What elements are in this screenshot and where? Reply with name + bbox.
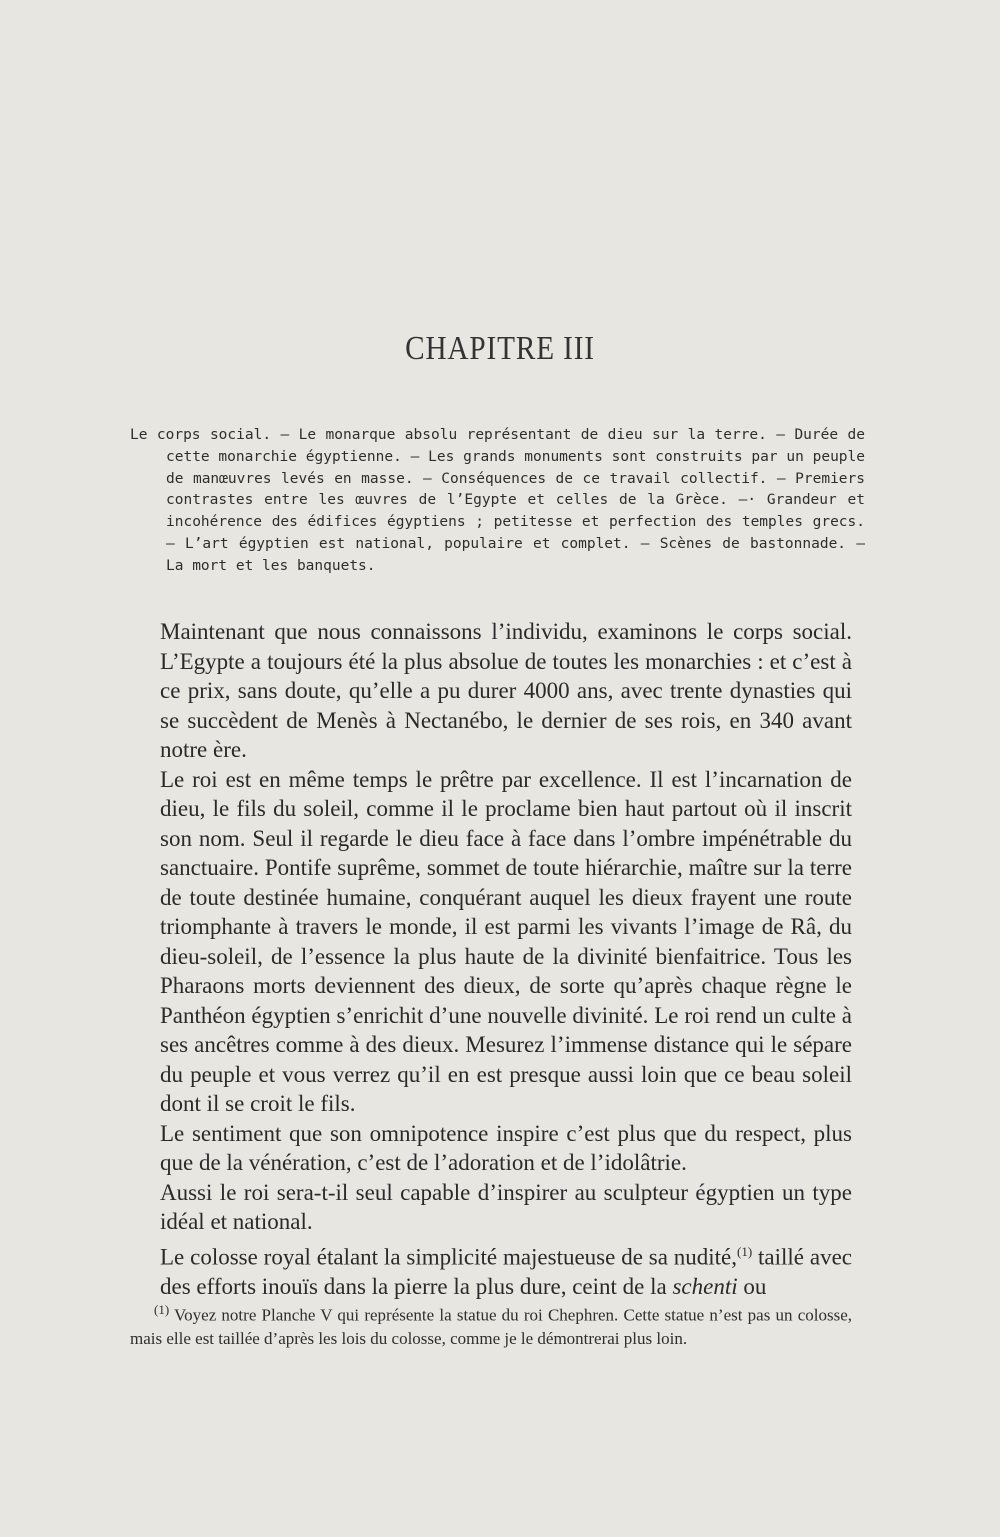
emphasis-schenti: schenti xyxy=(672,1273,738,1299)
chapter-summary-text: Le corps social. — Le monarque absolu représentant de dieu sur la terre. — Durée de cette monarchie égyptienne. — Les grands monuments sont construits par un peuple de manœuvres levés en masse. — Conséquences de ce travail collectif. — Premiers contrastes entre les œuvres de l’Egypte et celles de la Grèce. —· Grandeur et incohérence des édifices égyptiens ; petitesse et perfection des temples grecs. — L’art égyptien est national, populaire et complet. — Scènes de bastonnade. — La mort et les banquets. xyxy=(130,427,865,574)
footnote-reference: (1) xyxy=(737,1243,753,1259)
footnote-marker: (1) xyxy=(154,1302,170,1317)
body-text xyxy=(160,617,852,1301)
paragraph-3: Le sentiment que son omnipotence inspire c’est plus que du respect, plus que de la vénération, c’est de l’adoration et de l’idolâtrie. xyxy=(160,1120,852,1175)
paragraph-4: Aussi le roi sera-t-il seul capable d’inspirer au sculpteur égyptien un type idéal et national. xyxy=(160,1179,852,1234)
chapter-title: CHAPITRE III xyxy=(405,330,595,367)
chapter-summary xyxy=(130,425,865,578)
footnote xyxy=(130,1298,852,1351)
paragraph-5: Le colosse royal étalant la simplicité majestueuse de sa nudité,$^{(1)}$ taillé avec des efforts inouïs dans la pierre la plus dure, ceint de la schenti ou xyxy=(160,1243,852,1299)
paragraph-2: Le roi est en même temps le prêtre par excellence. Il est l’incarnation de dieu, le fils du soleil, comme il le proclame bien haut partout où il inscrit son nom. Seul il regarde le dieu face à face dans l’ombre impénétrable du sanctuaire. Pontife suprême, sommet de toute hiérarchie, maître sur la terre de toute destinée humaine, conquérant auquel les dieux frayent une route triomphante à travers le monde, il est parmi les vivants l’image de Râ, du dieu-soleil, de l’essence la plus haute de la divinité bienfaitrice. Tous les Pharaons morts deviennent des dieux, de sorte qu’après chaque règne le Panthéon égyptien s’enrichit d’une nouvelle divinité. Le roi rend un culte à ses ancêtres comme à des dieux. Mesurez l’immense distance qui le sépare du peuple et vous verrez qu’il en est presque aussi loin que ce beau soleil dont il se croit le fils. xyxy=(160,766,852,1116)
paragraph-1: Maintenant que nous connaissons l’individu, examinons le corps social. L’Egypte a toujours été la plus absolue de toutes les monarchies : et c’est à ce prix, sans doute, qu’elle a pu durer 4000 ans, avec trente dynasties qui se succèdent de Menès à Nectanébo, le dernier de ses rois, en 340 avant notre ère. xyxy=(160,619,852,762)
footnote-text: Voyez notre Planche V qui représente la statue du roi Chephren. Cette statue n’est pas un colosse, mais elle est taillée d’après les lois du colosse, comme je le démontrerai plus loin. xyxy=(130,1305,852,1349)
